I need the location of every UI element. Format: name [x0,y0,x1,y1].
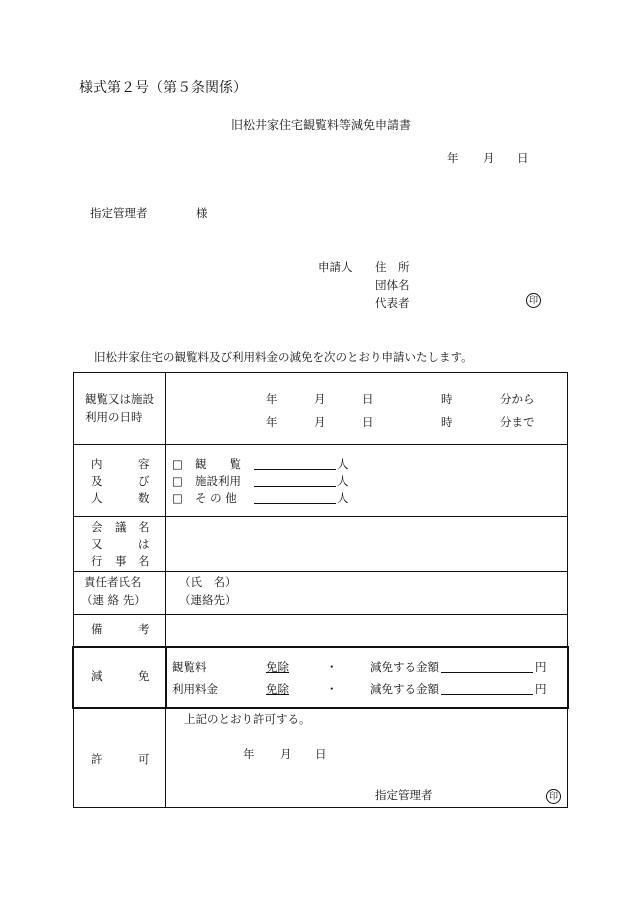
meeting-label-char: 又 [91,537,103,551]
addressee-label: 指定管理者 [90,206,148,220]
table-border-bottom [73,807,568,808]
to-day-unit: 日 [362,415,374,429]
content-label-char: び [138,474,150,488]
facility-count-unit: 人 [337,474,349,488]
applicant-label: 申請人 [318,260,353,274]
table-row-divider [73,614,568,615]
representative-label: 代表者 [375,296,410,310]
reduction-amount-unit: 円 [535,660,547,674]
table-row-divider [73,516,568,517]
table-border-right [567,372,568,808]
to-hour-unit: 時 [441,415,453,429]
addressee-honorific: 様 [196,206,208,220]
meeting-label-char: 名 [138,520,150,534]
meeting-label-char: 会 [91,520,103,534]
application-date-year: 年 [447,151,459,165]
other-count-input[interactable] [254,503,336,504]
meeting-label-char: 行 [91,554,103,568]
meeting-label-char: 事 [115,554,127,568]
group-name-label: 団体名 [375,278,410,292]
reduction-amount-input[interactable] [441,694,533,695]
viewing-count-unit: 人 [337,457,349,471]
content-label-char: 及 [91,474,103,488]
facility-count-input[interactable] [254,486,336,487]
from-minute-unit: 分から [500,392,535,406]
address-label: 住 所 [375,260,410,274]
permission-text: 上記のとおり許可する。 [184,712,311,726]
remarks-label-char: 考 [138,622,150,636]
meeting-label-char: は [138,537,150,551]
other-count-unit: 人 [337,491,349,505]
content-label-char: 容 [138,457,150,471]
application-date-month: 月 [483,151,495,165]
table-border-left [73,372,74,808]
permission-label-char: 許 [91,752,103,766]
table-column-divider [165,372,166,808]
from-hour-unit: 時 [441,392,453,406]
viewing-count-input[interactable] [254,469,336,470]
intro-text: 旧松井家住宅の観覧料及び利用料金の減免を次のとおり申請いたします。 [94,350,473,364]
separator-dot: ・ [326,660,338,674]
to-month-unit: 月 [314,415,326,429]
checkbox-facility[interactable]: □ [172,474,183,488]
form-number: 様式第２号（第５条関係） [79,80,247,96]
datetime-label-line1: 観覧又は施設 [85,392,154,406]
checkbox-other[interactable]: □ [172,491,183,505]
option-label-viewing: 観 覧 [195,457,241,471]
table-border-top [73,372,568,373]
separator-dot: ・ [326,682,338,696]
table-row-divider [73,571,568,572]
remarks-label-char: 備 [91,622,103,636]
permission-date-year: 年 [243,747,255,761]
option-label-facility: 施設利用 [195,474,241,488]
fee-type-label: 観覧料 [172,660,207,674]
option-label-other: そ の 他 [195,491,237,505]
responsible-label-line1: 責任者氏名 [84,575,142,589]
meeting-label-char: 議 [115,520,127,534]
exempt-option[interactable]: 免除 [266,660,289,674]
application-date-day: 日 [517,151,529,165]
permission-manager-label: 指定管理者 [375,788,433,802]
to-minute-unit: 分まで [500,415,535,429]
responsible-contact-label: （連絡先） [179,593,237,607]
permission-date-day: 日 [315,747,327,761]
responsible-label-line2: （連 絡 先） [81,593,146,607]
seal-mark-icon: 印 [526,293,541,308]
content-label-char: 人 [91,491,103,505]
fee-type-label: 利用料金 [172,682,218,696]
from-month-unit: 月 [314,392,326,406]
permission-label-char: 可 [138,752,150,766]
reduction-label-char: 減 [91,669,103,683]
content-label-char: 内 [91,457,103,471]
meeting-label-char: 名 [138,554,150,568]
reduction-label-char: 免 [138,669,150,683]
responsible-name-label: （氏 名） [179,575,237,589]
reduction-amount-label: 減免する金額 [370,660,439,674]
seal-mark-icon: 印 [546,789,561,804]
reduction-amount-input[interactable] [441,672,533,673]
from-year-unit: 年 [266,392,278,406]
to-year-unit: 年 [266,415,278,429]
content-label-char: 数 [138,491,150,505]
checkbox-viewing[interactable]: □ [172,457,183,471]
permission-date-month: 月 [280,747,292,761]
reduction-amount-unit: 円 [535,682,547,696]
exempt-option[interactable]: 免除 [266,682,289,696]
reduction-amount-label: 減免する金額 [370,682,439,696]
reduction-column-divider [165,646,167,709]
datetime-label-line2: 利用の日時 [85,410,143,424]
from-day-unit: 日 [362,392,374,406]
document-title: 旧松井家住宅観覧料等減免申請書 [231,118,412,132]
table-row-divider [73,444,568,445]
